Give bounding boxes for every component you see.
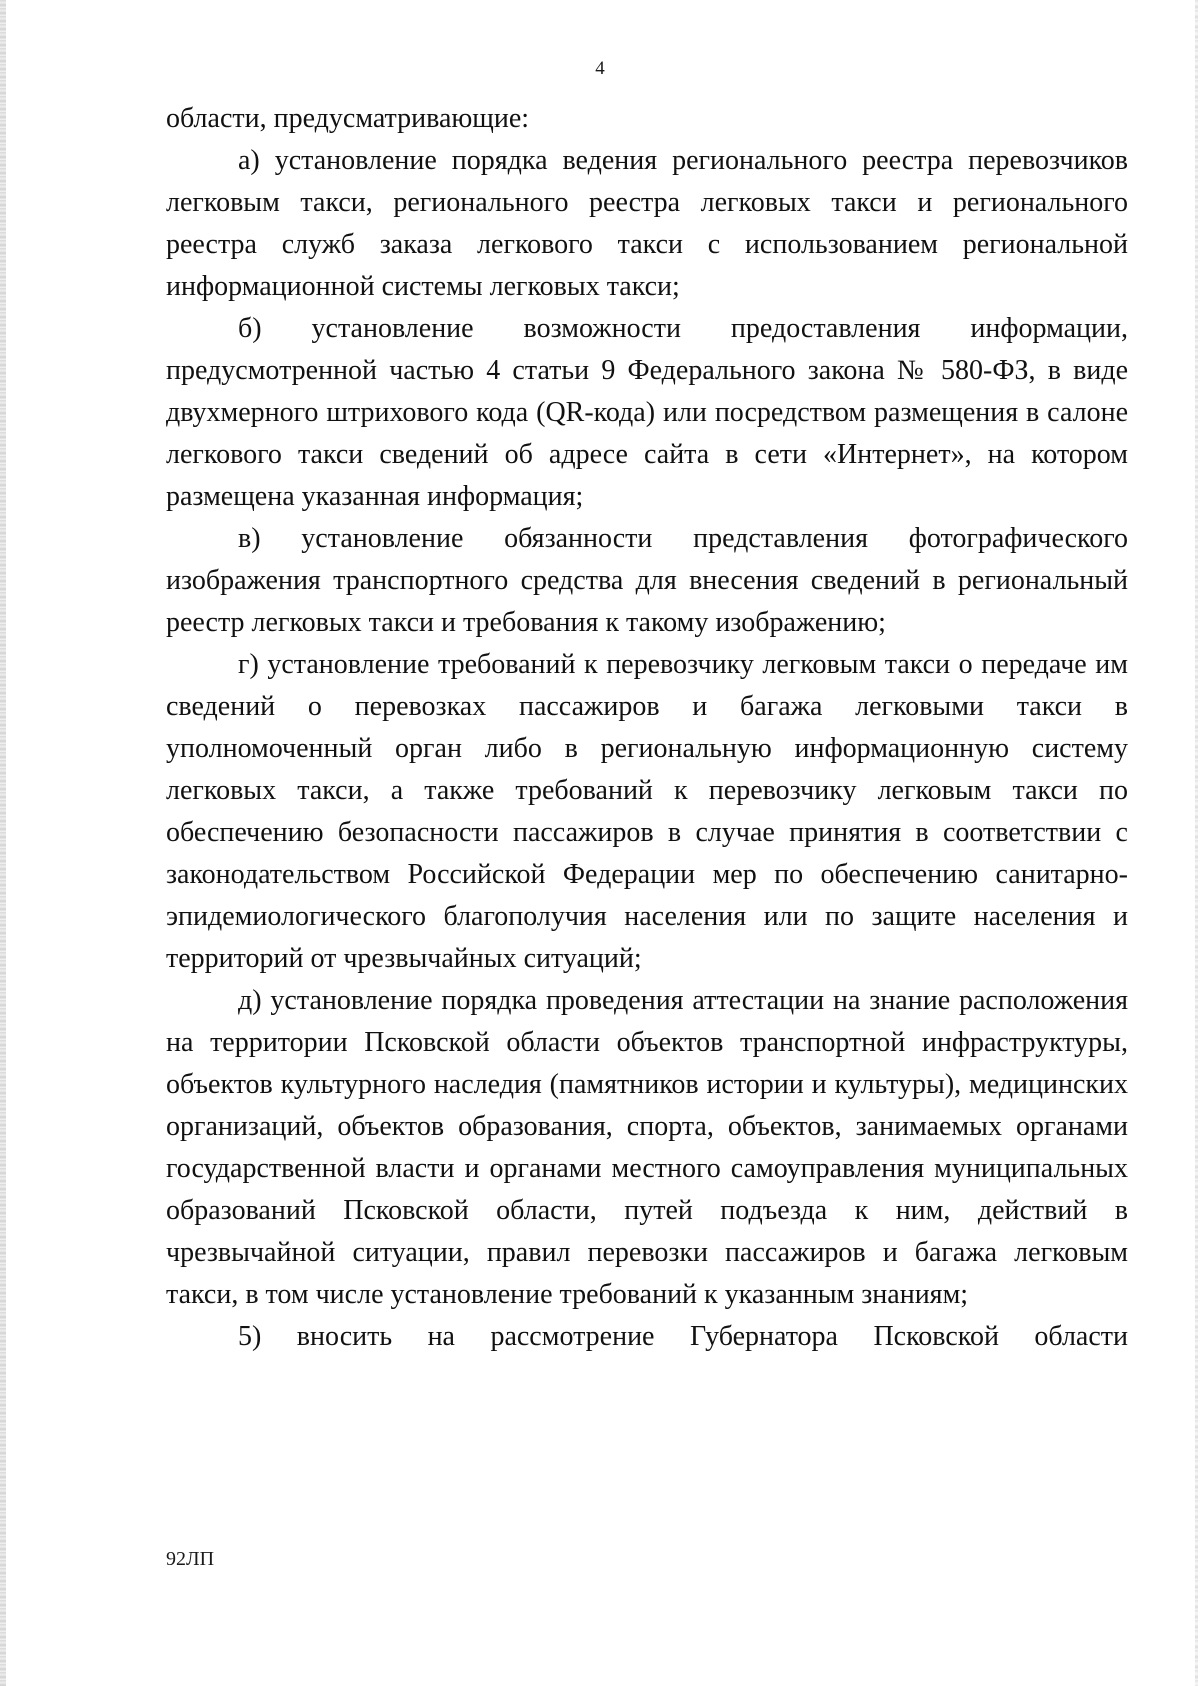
paragraph-item-b: б) установление возможности предоставления информации, предусмотренной частью 4 статьи 9 Федерального закона № 580-ФЗ, в виде двухмерного штрихового кода (QR-кода) или посредством размещения в салоне легкового такси сведений об адресе сайта в сети «Интернет», на котором размещена указанная информация; xyxy=(166,313,1128,512)
paragraph-item-d: д) установление порядка проведения аттестации на знание расположения на территории Псковской области объектов транспортной инфраструктуры, объектов культурного наследия (памятников истории и культуры), медицинских организаций, объектов образования, спорта, объектов, занимаемых органами государственной власти и органами местного самоуправления муниципальных образований Псковской области, путей подъезда к ним, действий в чрезвычайной ситуации, правил перевозки пассажиров и багажа легковым такси, в том числе установление требований к указанным знаниям; xyxy=(166,985,1128,1310)
document-code: 92ЛП xyxy=(166,1548,215,1570)
scan-edge-left xyxy=(0,0,6,1686)
paragraph-item-v: в) установление обязанности представления фотографического изображения транспортного средства для внесения сведений в региональный реестр легковых такси и требования к такому изображению; xyxy=(166,523,1128,638)
scan-edge-right xyxy=(1195,0,1198,1686)
page-number: 4 xyxy=(595,58,605,79)
paragraph-continuation: области, предусматривающие: xyxy=(166,103,530,134)
paragraph-item-5: 5) вносить на рассмотрение Губернатора Псковской области xyxy=(238,1321,1128,1352)
paragraph-item-a: а) установление порядка ведения регионального реестра перевозчиков легковым такси, регионального реестра легковых такси и регионального реестра служб заказа легкового такси с использованием региональной информационной системы легковых такси; xyxy=(166,145,1128,302)
document-body xyxy=(166,98,1128,1358)
paragraph-item-g: г) установление требований к перевозчику легковым такси о передаче им сведений о перевозках пассажиров и багажа легковыми такси в уполномоченный орган либо в региональную информационную систему легковых такси, а также требований к перевозчику легковым такси по обеспечению безопасности пассажиров в случае принятия в соответствии с законодательством Российской Федерации мер по обеспечению санитарно-эпидемиологического благополучия населения или по защите населения и территорий от чрезвычайных ситуаций; xyxy=(166,649,1128,974)
